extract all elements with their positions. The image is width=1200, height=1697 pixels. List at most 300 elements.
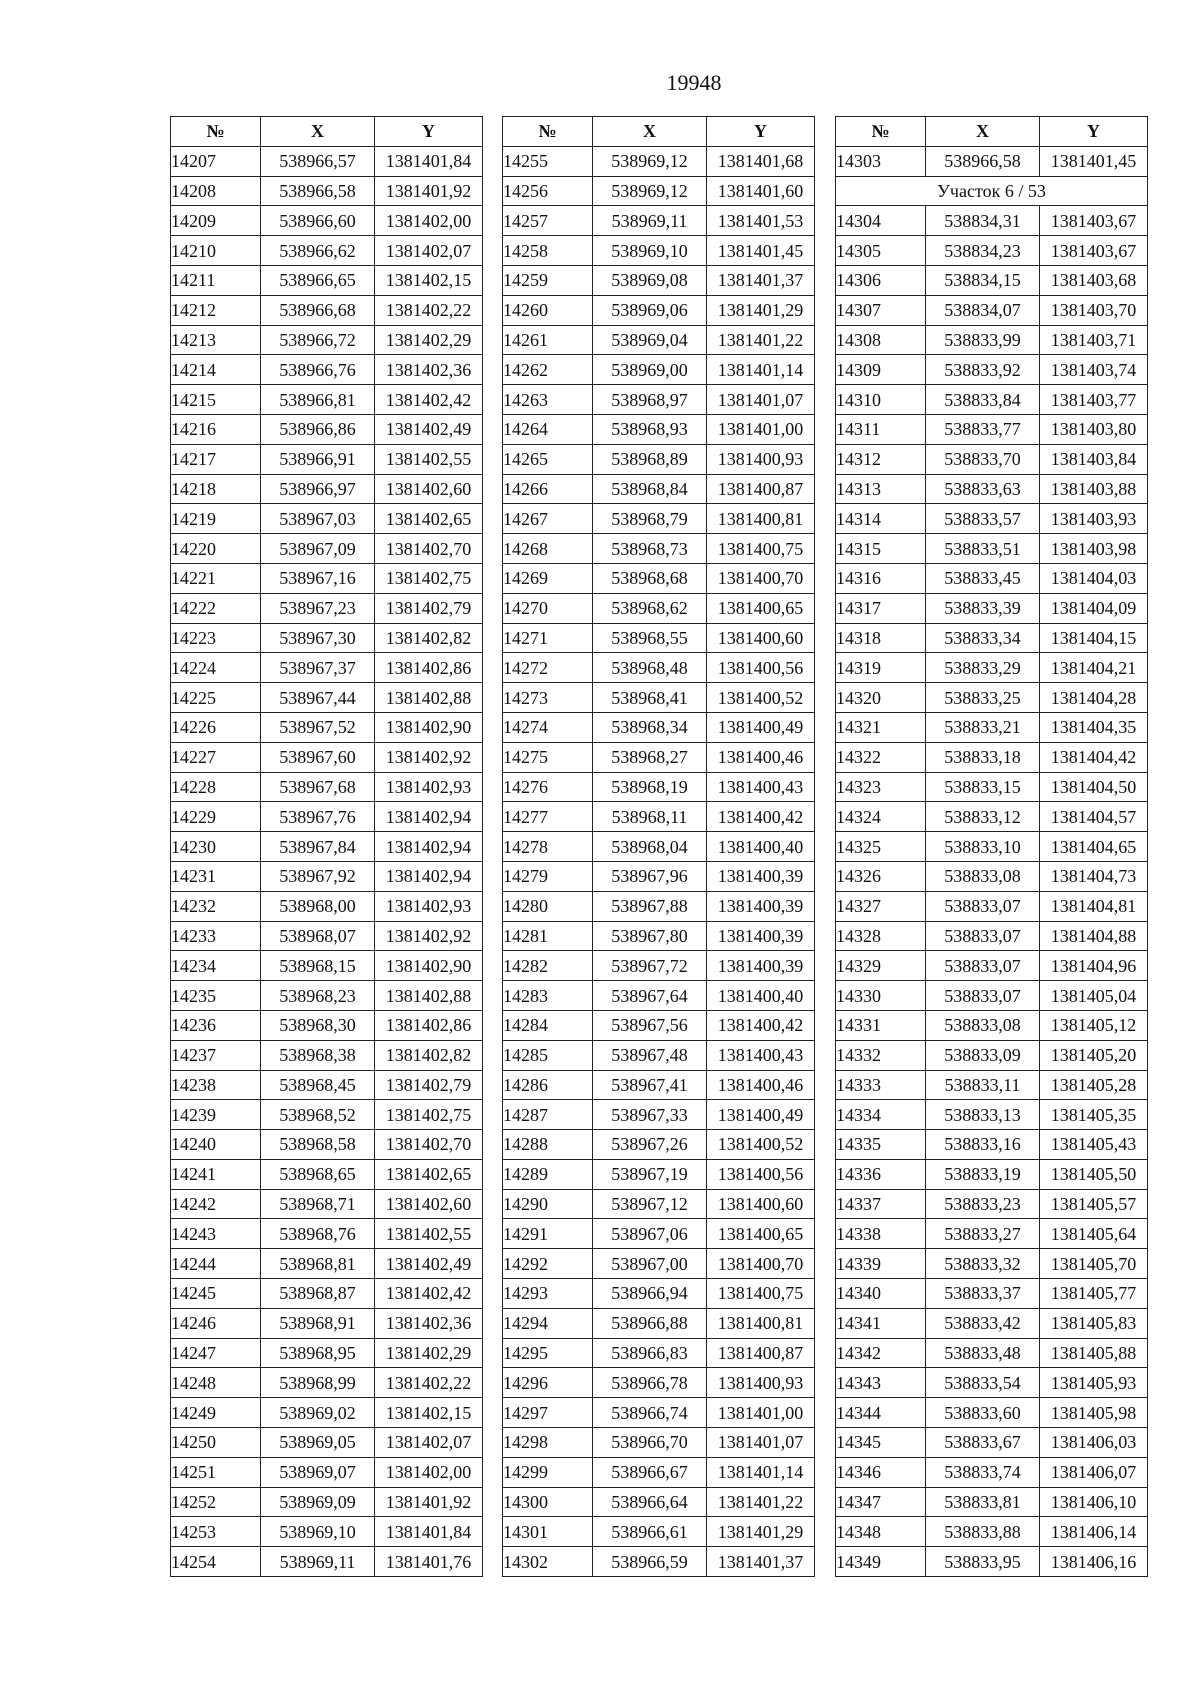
y-coordinate-cell: 1381403,68 bbox=[1040, 265, 1148, 295]
x-coordinate-cell: 538968,71 bbox=[261, 1189, 375, 1219]
table-row bbox=[171, 1219, 483, 1249]
point-number-cell: 14291 bbox=[503, 1219, 593, 1249]
table-row bbox=[171, 325, 483, 355]
x-coordinate-cell: 538967,60 bbox=[261, 742, 375, 772]
point-number-cell: 14273 bbox=[503, 683, 593, 713]
x-coordinate-cell: 538969,07 bbox=[261, 1457, 375, 1487]
table-row bbox=[503, 236, 815, 266]
table-row bbox=[836, 891, 1148, 921]
y-coordinate-cell: 1381400,60 bbox=[707, 623, 815, 653]
table-row bbox=[836, 534, 1148, 564]
table-row bbox=[171, 534, 483, 564]
y-coordinate-cell: 1381400,56 bbox=[707, 1159, 815, 1189]
x-coordinate-cell: 538834,07 bbox=[926, 295, 1040, 325]
x-coordinate-cell: 538833,08 bbox=[926, 1010, 1040, 1040]
point-number-cell: 14308 bbox=[836, 325, 926, 355]
table-row bbox=[171, 444, 483, 474]
x-coordinate-cell: 538966,81 bbox=[261, 385, 375, 415]
y-coordinate-cell: 1381406,07 bbox=[1040, 1457, 1148, 1487]
x-coordinate-cell: 538966,91 bbox=[261, 444, 375, 474]
point-number-cell: 14348 bbox=[836, 1517, 926, 1547]
y-coordinate-cell: 1381401,00 bbox=[707, 414, 815, 444]
y-coordinate-cell: 1381400,43 bbox=[707, 772, 815, 802]
point-number-cell: 14242 bbox=[171, 1189, 261, 1219]
table-row bbox=[171, 861, 483, 891]
x-coordinate-cell: 538968,19 bbox=[593, 772, 707, 802]
point-number-cell: 14211 bbox=[171, 265, 261, 295]
header-y: Y bbox=[1040, 117, 1148, 147]
x-coordinate-cell: 538833,15 bbox=[926, 772, 1040, 802]
point-number-cell: 14288 bbox=[503, 1130, 593, 1160]
x-coordinate-cell: 538968,65 bbox=[261, 1159, 375, 1189]
y-coordinate-cell: 1381401,45 bbox=[1040, 146, 1148, 176]
y-coordinate-cell: 1381405,70 bbox=[1040, 1249, 1148, 1279]
table-row bbox=[171, 653, 483, 683]
point-number-cell: 14255 bbox=[503, 146, 593, 176]
y-coordinate-cell: 1381402,60 bbox=[375, 474, 483, 504]
table-row bbox=[171, 1368, 483, 1398]
x-coordinate-cell: 538969,08 bbox=[593, 265, 707, 295]
point-number-cell: 14216 bbox=[171, 414, 261, 444]
x-coordinate-cell: 538966,59 bbox=[593, 1547, 707, 1577]
point-number-cell: 14217 bbox=[171, 444, 261, 474]
y-coordinate-cell: 1381404,81 bbox=[1040, 891, 1148, 921]
table-row bbox=[836, 355, 1148, 385]
y-coordinate-cell: 1381404,73 bbox=[1040, 861, 1148, 891]
y-coordinate-cell: 1381404,15 bbox=[1040, 623, 1148, 653]
table-row bbox=[836, 772, 1148, 802]
point-number-cell: 14347 bbox=[836, 1487, 926, 1517]
x-coordinate-cell: 538833,07 bbox=[926, 981, 1040, 1011]
y-coordinate-cell: 1381400,70 bbox=[707, 563, 815, 593]
x-coordinate-cell: 538967,56 bbox=[593, 1010, 707, 1040]
table-row bbox=[503, 1428, 815, 1458]
table-row bbox=[503, 683, 815, 713]
point-number-cell: 14221 bbox=[171, 563, 261, 593]
table-row bbox=[503, 1279, 815, 1309]
point-number-cell: 14301 bbox=[503, 1517, 593, 1547]
point-number-cell: 14331 bbox=[836, 1010, 926, 1040]
table-row bbox=[503, 712, 815, 742]
x-coordinate-cell: 538833,29 bbox=[926, 653, 1040, 683]
table-row bbox=[503, 385, 815, 415]
point-number-cell: 14224 bbox=[171, 653, 261, 683]
x-coordinate-cell: 538968,07 bbox=[261, 921, 375, 951]
x-coordinate-cell: 538968,79 bbox=[593, 504, 707, 534]
y-coordinate-cell: 1381402,79 bbox=[375, 1070, 483, 1100]
header-x: X bbox=[261, 117, 375, 147]
point-number-cell: 14313 bbox=[836, 474, 926, 504]
y-coordinate-cell: 1381400,43 bbox=[707, 1040, 815, 1070]
point-number-cell: 14329 bbox=[836, 951, 926, 981]
x-coordinate-cell: 538833,09 bbox=[926, 1040, 1040, 1070]
x-coordinate-cell: 538834,23 bbox=[926, 236, 1040, 266]
x-coordinate-cell: 538833,37 bbox=[926, 1279, 1040, 1309]
x-coordinate-cell: 538833,11 bbox=[926, 1070, 1040, 1100]
point-number-cell: 14210 bbox=[171, 236, 261, 266]
x-coordinate-cell: 538966,67 bbox=[593, 1457, 707, 1487]
table-row bbox=[503, 1338, 815, 1368]
table-row bbox=[836, 1219, 1148, 1249]
y-coordinate-cell: 1381400,39 bbox=[707, 921, 815, 951]
table-row bbox=[503, 504, 815, 534]
y-coordinate-cell: 1381402,94 bbox=[375, 802, 483, 832]
point-number-cell: 14235 bbox=[171, 981, 261, 1011]
point-number-cell: 14298 bbox=[503, 1428, 593, 1458]
table-row bbox=[171, 563, 483, 593]
x-coordinate-cell: 538968,73 bbox=[593, 534, 707, 564]
point-number-cell: 14290 bbox=[503, 1189, 593, 1219]
y-coordinate-cell: 1381404,57 bbox=[1040, 802, 1148, 832]
y-coordinate-cell: 1381404,28 bbox=[1040, 683, 1148, 713]
point-number-cell: 14321 bbox=[836, 712, 926, 742]
point-number-cell: 14316 bbox=[836, 563, 926, 593]
y-coordinate-cell: 1381401,45 bbox=[707, 236, 815, 266]
table-row bbox=[836, 1159, 1148, 1189]
table-row bbox=[503, 772, 815, 802]
point-number-cell: 14343 bbox=[836, 1368, 926, 1398]
x-coordinate-cell: 538833,18 bbox=[926, 742, 1040, 772]
table-row bbox=[171, 265, 483, 295]
point-number-cell: 14309 bbox=[836, 355, 926, 385]
point-number-cell: 14300 bbox=[503, 1487, 593, 1517]
table-row bbox=[836, 1368, 1148, 1398]
point-number-cell: 14228 bbox=[171, 772, 261, 802]
table-row bbox=[836, 1100, 1148, 1130]
y-coordinate-cell: 1381400,65 bbox=[707, 1219, 815, 1249]
point-number-cell: 14220 bbox=[171, 534, 261, 564]
y-coordinate-cell: 1381401,53 bbox=[707, 206, 815, 236]
table-row bbox=[171, 1308, 483, 1338]
y-coordinate-cell: 1381402,36 bbox=[375, 355, 483, 385]
x-coordinate-cell: 538968,95 bbox=[261, 1338, 375, 1368]
table-row bbox=[171, 504, 483, 534]
y-coordinate-cell: 1381400,42 bbox=[707, 802, 815, 832]
point-number-cell: 14323 bbox=[836, 772, 926, 802]
x-coordinate-cell: 538967,26 bbox=[593, 1130, 707, 1160]
y-coordinate-cell: 1381400,75 bbox=[707, 534, 815, 564]
header-number: № bbox=[503, 117, 593, 147]
table-row bbox=[836, 236, 1148, 266]
y-coordinate-cell: 1381400,56 bbox=[707, 653, 815, 683]
point-number-cell: 14327 bbox=[836, 891, 926, 921]
y-coordinate-cell: 1381405,28 bbox=[1040, 1070, 1148, 1100]
x-coordinate-cell: 538833,60 bbox=[926, 1398, 1040, 1428]
table-row bbox=[503, 1010, 815, 1040]
y-coordinate-cell: 1381400,87 bbox=[707, 1338, 815, 1368]
y-coordinate-cell: 1381404,96 bbox=[1040, 951, 1148, 981]
x-coordinate-cell: 538967,68 bbox=[261, 772, 375, 802]
point-number-cell: 14271 bbox=[503, 623, 593, 653]
x-coordinate-cell: 538967,44 bbox=[261, 683, 375, 713]
table-row bbox=[836, 921, 1148, 951]
header-row bbox=[836, 117, 1148, 147]
table-row bbox=[171, 1249, 483, 1279]
table-row bbox=[503, 861, 815, 891]
x-coordinate-cell: 538966,61 bbox=[593, 1517, 707, 1547]
point-number-cell: 14254 bbox=[171, 1547, 261, 1577]
x-coordinate-cell: 538969,10 bbox=[593, 236, 707, 266]
table-row bbox=[836, 712, 1148, 742]
y-coordinate-cell: 1381402,55 bbox=[375, 1219, 483, 1249]
y-coordinate-cell: 1381400,70 bbox=[707, 1249, 815, 1279]
table-row bbox=[171, 1398, 483, 1428]
table-row bbox=[171, 623, 483, 653]
y-coordinate-cell: 1381401,07 bbox=[707, 1428, 815, 1458]
table-row bbox=[503, 444, 815, 474]
x-coordinate-cell: 538969,04 bbox=[593, 325, 707, 355]
point-number-cell: 14342 bbox=[836, 1338, 926, 1368]
point-number-cell: 14285 bbox=[503, 1040, 593, 1070]
y-coordinate-cell: 1381403,70 bbox=[1040, 295, 1148, 325]
table-row bbox=[503, 146, 815, 176]
coordinate-table-2 bbox=[502, 116, 815, 1577]
y-coordinate-cell: 1381405,83 bbox=[1040, 1308, 1148, 1338]
point-number-cell: 14241 bbox=[171, 1159, 261, 1189]
point-number-cell: 14328 bbox=[836, 921, 926, 951]
point-number-cell: 14270 bbox=[503, 593, 593, 623]
table-row bbox=[836, 265, 1148, 295]
y-coordinate-cell: 1381403,98 bbox=[1040, 534, 1148, 564]
point-number-cell: 14262 bbox=[503, 355, 593, 385]
x-coordinate-cell: 538833,42 bbox=[926, 1308, 1040, 1338]
point-number-cell: 14306 bbox=[836, 265, 926, 295]
y-coordinate-cell: 1381402,70 bbox=[375, 534, 483, 564]
y-coordinate-cell: 1381401,84 bbox=[375, 1517, 483, 1547]
x-coordinate-cell: 538966,70 bbox=[593, 1428, 707, 1458]
x-coordinate-cell: 538967,88 bbox=[593, 891, 707, 921]
y-coordinate-cell: 1381401,29 bbox=[707, 1517, 815, 1547]
x-coordinate-cell: 538969,06 bbox=[593, 295, 707, 325]
table-row bbox=[171, 295, 483, 325]
x-coordinate-cell: 538833,21 bbox=[926, 712, 1040, 742]
x-coordinate-cell: 538967,37 bbox=[261, 653, 375, 683]
table-row bbox=[503, 593, 815, 623]
y-coordinate-cell: 1381402,15 bbox=[375, 265, 483, 295]
point-number-cell: 14213 bbox=[171, 325, 261, 355]
table-row bbox=[503, 1130, 815, 1160]
header-x: X bbox=[926, 117, 1040, 147]
point-number-cell: 14279 bbox=[503, 861, 593, 891]
point-number-cell: 14315 bbox=[836, 534, 926, 564]
y-coordinate-cell: 1381402,15 bbox=[375, 1398, 483, 1428]
y-coordinate-cell: 1381405,43 bbox=[1040, 1130, 1148, 1160]
table-row bbox=[503, 951, 815, 981]
table-row bbox=[171, 1517, 483, 1547]
y-coordinate-cell: 1381400,39 bbox=[707, 861, 815, 891]
header-y: Y bbox=[707, 117, 815, 147]
x-coordinate-cell: 538967,23 bbox=[261, 593, 375, 623]
x-coordinate-cell: 538969,02 bbox=[261, 1398, 375, 1428]
point-number-cell: 14293 bbox=[503, 1279, 593, 1309]
y-coordinate-cell: 1381401,60 bbox=[707, 176, 815, 206]
point-number-cell: 14261 bbox=[503, 325, 593, 355]
table-row bbox=[503, 1040, 815, 1070]
table-row bbox=[171, 683, 483, 713]
y-coordinate-cell: 1381401,22 bbox=[707, 1487, 815, 1517]
x-coordinate-cell: 538967,19 bbox=[593, 1159, 707, 1189]
y-coordinate-cell: 1381402,94 bbox=[375, 861, 483, 891]
table-row bbox=[836, 1308, 1148, 1338]
point-number-cell: 14219 bbox=[171, 504, 261, 534]
y-coordinate-cell: 1381402,22 bbox=[375, 295, 483, 325]
point-number-cell: 14263 bbox=[503, 385, 593, 415]
point-number-cell: 14287 bbox=[503, 1100, 593, 1130]
x-coordinate-cell: 538968,87 bbox=[261, 1279, 375, 1309]
y-coordinate-cell: 1381401,68 bbox=[707, 146, 815, 176]
table-row bbox=[836, 1279, 1148, 1309]
table-row bbox=[836, 1547, 1148, 1577]
table-row bbox=[836, 1189, 1148, 1219]
table-row bbox=[836, 623, 1148, 653]
x-coordinate-cell: 538968,30 bbox=[261, 1010, 375, 1040]
point-number-cell: 14325 bbox=[836, 832, 926, 862]
point-number-cell: 14345 bbox=[836, 1428, 926, 1458]
x-coordinate-cell: 538968,45 bbox=[261, 1070, 375, 1100]
point-number-cell: 14299 bbox=[503, 1457, 593, 1487]
point-number-cell: 14244 bbox=[171, 1249, 261, 1279]
table-row bbox=[171, 1130, 483, 1160]
table-row bbox=[836, 981, 1148, 1011]
x-coordinate-cell: 538966,76 bbox=[261, 355, 375, 385]
x-coordinate-cell: 538833,07 bbox=[926, 891, 1040, 921]
point-number-cell: 14296 bbox=[503, 1368, 593, 1398]
x-coordinate-cell: 538967,48 bbox=[593, 1040, 707, 1070]
point-number-cell: 14289 bbox=[503, 1159, 593, 1189]
y-coordinate-cell: 1381401,92 bbox=[375, 176, 483, 206]
y-coordinate-cell: 1381405,64 bbox=[1040, 1219, 1148, 1249]
table-row bbox=[503, 325, 815, 355]
point-number-cell: 14252 bbox=[171, 1487, 261, 1517]
table-row bbox=[836, 504, 1148, 534]
y-coordinate-cell: 1381400,60 bbox=[707, 1189, 815, 1219]
x-coordinate-cell: 538833,74 bbox=[926, 1457, 1040, 1487]
x-coordinate-cell: 538966,86 bbox=[261, 414, 375, 444]
x-coordinate-cell: 538967,52 bbox=[261, 712, 375, 742]
x-coordinate-cell: 538966,97 bbox=[261, 474, 375, 504]
x-coordinate-cell: 538968,04 bbox=[593, 832, 707, 862]
point-number-cell: 14322 bbox=[836, 742, 926, 772]
table-row bbox=[171, 146, 483, 176]
y-coordinate-cell: 1381402,29 bbox=[375, 1338, 483, 1368]
x-coordinate-cell: 538968,00 bbox=[261, 891, 375, 921]
x-coordinate-cell: 538966,72 bbox=[261, 325, 375, 355]
x-coordinate-cell: 538969,09 bbox=[261, 1487, 375, 1517]
table-row bbox=[836, 1398, 1148, 1428]
x-coordinate-cell: 538968,52 bbox=[261, 1100, 375, 1130]
table-row bbox=[171, 832, 483, 862]
table-row bbox=[836, 742, 1148, 772]
point-number-cell: 14292 bbox=[503, 1249, 593, 1279]
coordinate-table-3 bbox=[835, 116, 1148, 1577]
y-coordinate-cell: 1381401,37 bbox=[707, 265, 815, 295]
x-coordinate-cell: 538969,11 bbox=[593, 206, 707, 236]
y-coordinate-cell: 1381400,93 bbox=[707, 444, 815, 474]
table-row bbox=[503, 1070, 815, 1100]
point-number-cell: 14256 bbox=[503, 176, 593, 206]
x-coordinate-cell: 538967,76 bbox=[261, 802, 375, 832]
table-row bbox=[171, 1547, 483, 1577]
point-number-cell: 14248 bbox=[171, 1368, 261, 1398]
point-number-cell: 14334 bbox=[836, 1100, 926, 1130]
table-row bbox=[503, 981, 815, 1011]
x-coordinate-cell: 538968,55 bbox=[593, 623, 707, 653]
table-row bbox=[503, 1100, 815, 1130]
point-number-cell: 14223 bbox=[171, 623, 261, 653]
table-row bbox=[503, 563, 815, 593]
table-row bbox=[171, 1010, 483, 1040]
point-number-cell: 14245 bbox=[171, 1279, 261, 1309]
table-row bbox=[171, 474, 483, 504]
y-coordinate-cell: 1381402,92 bbox=[375, 742, 483, 772]
y-coordinate-cell: 1381405,98 bbox=[1040, 1398, 1148, 1428]
table-row bbox=[836, 206, 1148, 236]
point-number-cell: 14341 bbox=[836, 1308, 926, 1338]
x-coordinate-cell: 538967,41 bbox=[593, 1070, 707, 1100]
x-coordinate-cell: 538969,11 bbox=[261, 1547, 375, 1577]
y-coordinate-cell: 1381405,88 bbox=[1040, 1338, 1148, 1368]
y-coordinate-cell: 1381406,16 bbox=[1040, 1547, 1148, 1577]
x-coordinate-cell: 538969,12 bbox=[593, 146, 707, 176]
y-coordinate-cell: 1381402,88 bbox=[375, 981, 483, 1011]
x-coordinate-cell: 538967,92 bbox=[261, 861, 375, 891]
y-coordinate-cell: 1381402,65 bbox=[375, 504, 483, 534]
table-row bbox=[836, 325, 1148, 355]
point-number-cell: 14251 bbox=[171, 1457, 261, 1487]
x-coordinate-cell: 538833,67 bbox=[926, 1428, 1040, 1458]
point-number-cell: 14297 bbox=[503, 1398, 593, 1428]
point-number-cell: 14320 bbox=[836, 683, 926, 713]
section-row bbox=[836, 176, 1148, 206]
x-coordinate-cell: 538833,34 bbox=[926, 623, 1040, 653]
point-number-cell: 14232 bbox=[171, 891, 261, 921]
y-coordinate-cell: 1381405,12 bbox=[1040, 1010, 1148, 1040]
table-row bbox=[836, 1487, 1148, 1517]
point-number-cell: 14234 bbox=[171, 951, 261, 981]
x-coordinate-cell: 538966,78 bbox=[593, 1368, 707, 1398]
table-row bbox=[836, 474, 1148, 504]
point-number-cell: 14209 bbox=[171, 206, 261, 236]
x-coordinate-cell: 538833,77 bbox=[926, 414, 1040, 444]
table-row bbox=[503, 623, 815, 653]
x-coordinate-cell: 538833,07 bbox=[926, 951, 1040, 981]
x-coordinate-cell: 538969,00 bbox=[593, 355, 707, 385]
x-coordinate-cell: 538968,41 bbox=[593, 683, 707, 713]
x-coordinate-cell: 538968,84 bbox=[593, 474, 707, 504]
table-row bbox=[503, 1368, 815, 1398]
point-number-cell: 14230 bbox=[171, 832, 261, 862]
y-coordinate-cell: 1381402,22 bbox=[375, 1368, 483, 1398]
y-coordinate-cell: 1381402,90 bbox=[375, 712, 483, 742]
y-coordinate-cell: 1381402,49 bbox=[375, 414, 483, 444]
y-coordinate-cell: 1381405,04 bbox=[1040, 981, 1148, 1011]
table-row bbox=[171, 236, 483, 266]
y-coordinate-cell: 1381402,94 bbox=[375, 832, 483, 862]
point-number-cell: 14333 bbox=[836, 1070, 926, 1100]
y-coordinate-cell: 1381402,86 bbox=[375, 653, 483, 683]
y-coordinate-cell: 1381405,93 bbox=[1040, 1368, 1148, 1398]
y-coordinate-cell: 1381402,29 bbox=[375, 325, 483, 355]
point-number-cell: 14239 bbox=[171, 1100, 261, 1130]
x-coordinate-cell: 538968,91 bbox=[261, 1308, 375, 1338]
table-row bbox=[171, 802, 483, 832]
y-coordinate-cell: 1381403,93 bbox=[1040, 504, 1148, 534]
x-coordinate-cell: 538967,96 bbox=[593, 861, 707, 891]
table-row bbox=[503, 891, 815, 921]
y-coordinate-cell: 1381402,36 bbox=[375, 1308, 483, 1338]
point-number-cell: 14284 bbox=[503, 1010, 593, 1040]
table-row bbox=[503, 1487, 815, 1517]
